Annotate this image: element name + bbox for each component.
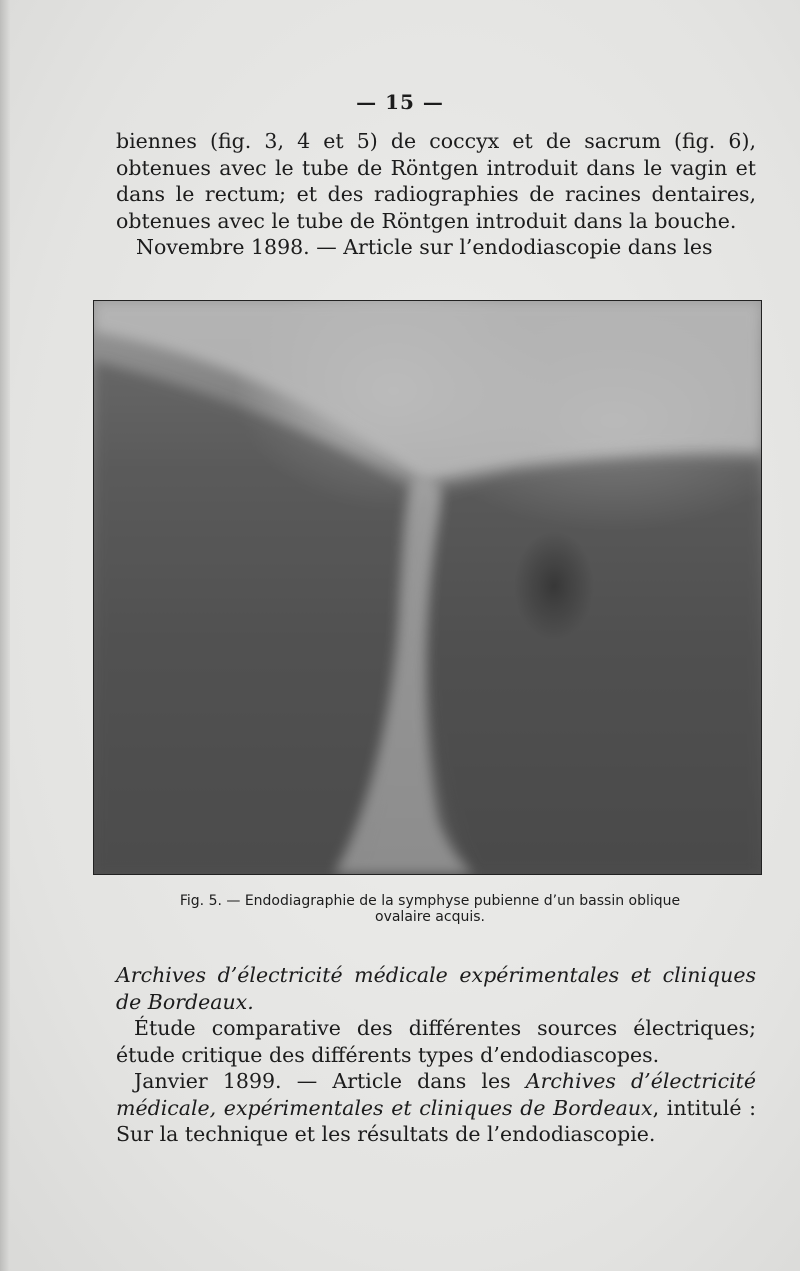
journal-heading: Archives d’électricité médicale expérimentales et cliniques de Bordeaux.: [116, 963, 756, 1014]
page-number: — 15 —: [356, 90, 444, 114]
page-gutter-shadow: [0, 0, 10, 1271]
bottom-text-block: [116, 962, 756, 1148]
figure-caption: Fig. 5. — Endodiagraphie de la symphyse pubienne d’un bassin oblique ovalaire acquis.: [179, 893, 681, 925]
paragraph-janvier-1899: [116, 1068, 756, 1148]
janvier-text-c: , intitulé : Sur la technique et les résultats de l’endodiascopie.: [116, 1095, 757, 1146]
janvier-text-a: Janvier 1899. — Article dans les: [134, 1069, 526, 1093]
journal-title-italic: Archives d’électricité médicale, expérimentales et cliniques de Bordeaux: [116, 1069, 756, 1120]
paragraph-november-1898: Novembre 1898. — Article sur l’endodiascopie dans les: [136, 235, 713, 259]
paragraph-etude: Étude comparative des différentes sources électriques; étude critique des différents types d’endodiascopes.: [116, 1016, 756, 1067]
radiograph-figure: [93, 300, 762, 875]
top-text-block: [116, 128, 756, 261]
radiograph-image: [94, 301, 761, 874]
paragraph-continuation: biennes (fig. 3, 4 et 5) de coccyx et de sacrum (fig. 6), obtenues avec le tube de Röntgen introduit dans le vagin et dans le rectum; et des radiographies de racines dentaires, obtenues avec le tube de Röntgen introduit dans la bouche.: [116, 129, 756, 233]
